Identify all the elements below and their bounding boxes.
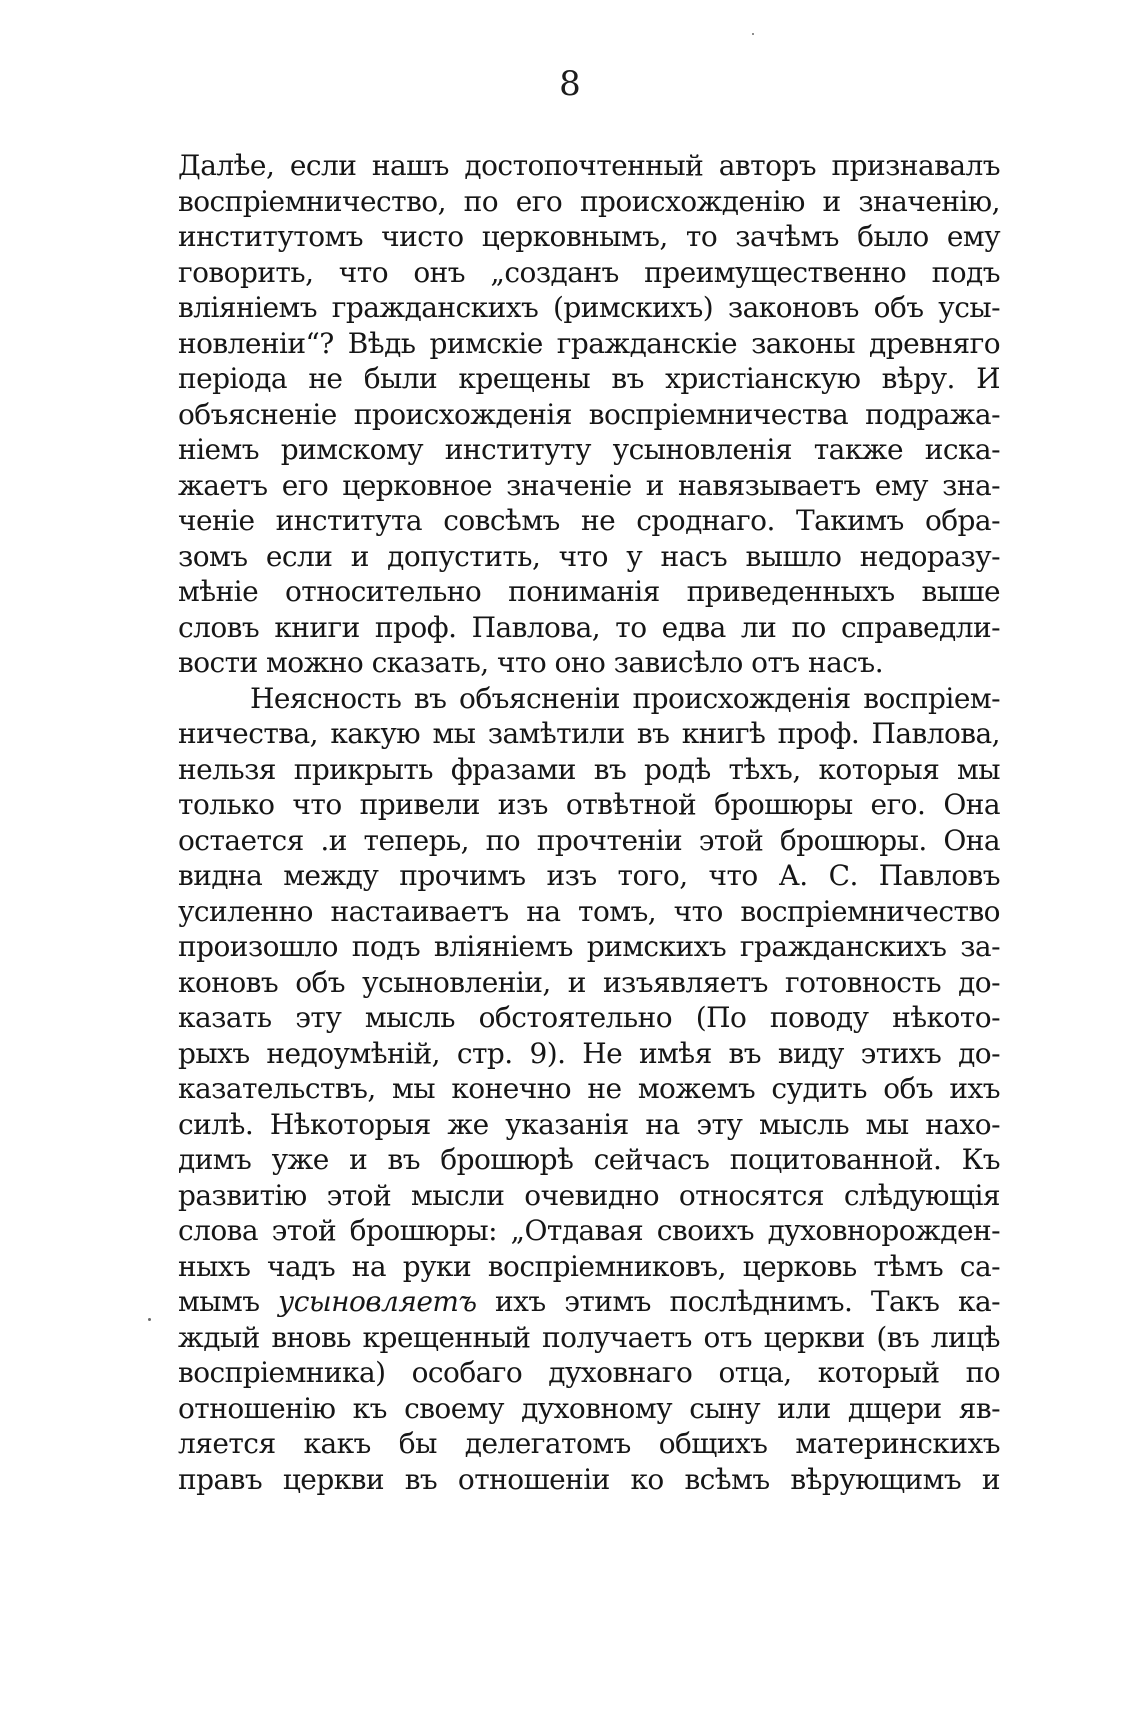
text-line: мѣніе относительно пониманія приведенныхъ выше	[178, 575, 1000, 608]
text-line: ляется какъ бы делегатомъ общихъ материнскихъ	[178, 1427, 1000, 1460]
text-line: словъ книги проф. Павлова, то едва ли по справедли-	[178, 610, 1000, 644]
text-line: ныхъ чадъ на руки воспріемниковъ, церковь тѣмъ са-	[178, 1249, 1000, 1283]
italic-emphasis: усыновляетъ	[278, 1285, 477, 1318]
text-line: силѣ. Нѣкоторыя же указанія на эту мысль мы нахо-	[178, 1107, 1000, 1141]
text-line: рыхъ недоумѣній, стр. 9). Не имѣя въ виду этихъ до-	[178, 1036, 1000, 1070]
text-line-with-italic	[178, 1284, 1000, 1320]
text-line: усиленно настаиваетъ на томъ, что воспріемничество	[178, 894, 1000, 928]
text-line: коновъ объ усыновленіи, и изъявляетъ готовность до-	[178, 965, 1000, 999]
text-line: ждый вновь крещенный получаетъ отъ церкви (въ лицѣ	[178, 1320, 1000, 1354]
text-line: вліяніемъ гражданскихъ (римскихъ) законовъ объ усы-	[178, 291, 1000, 324]
text-line: остается .и теперь, по прочтеніи этой брошюры. Она	[178, 823, 1000, 857]
body-text	[178, 148, 1000, 1497]
print-speck	[148, 1318, 151, 1321]
page-number: 8	[559, 64, 581, 104]
print-speck	[752, 33, 754, 35]
text-line: развитію этой мысли очевидно относятся слѣдующія	[178, 1178, 1000, 1212]
line-segment: ихъ этимъ послѣднимъ. Такъ ка-	[476, 1285, 1000, 1318]
text-line: правъ церкви въ отношеніи ко всѣмъ вѣрующимъ и	[178, 1462, 1000, 1496]
text-line: отношенію къ своему духовному сыну или дщери яв-	[178, 1391, 1000, 1425]
text-line: зомъ если и допустить, что у насъ вышло недоразу-	[178, 539, 1000, 573]
text-line: періода не были крещены въ христіанскую вѣру. И	[178, 362, 1000, 395]
text-line: ничества, какую мы замѣтили въ книгѣ проф. Павлова,	[178, 717, 1000, 750]
paragraph-start-line: Неясность въ объясненіи происхожденія воспріем-	[250, 681, 1000, 715]
text-line: ніемъ римскому институту усыновленія также иска-	[178, 433, 1000, 466]
text-line: нельзя прикрыть фразами въ родѣ тѣхъ, которыя мы	[178, 752, 1000, 786]
text-line: объясненіе происхожденія воспріемничества подража-	[178, 397, 1000, 431]
text-line: димъ уже и въ брошюрѣ сейчасъ поцитованной. Къ	[178, 1143, 1000, 1176]
text-line: воспріемника) особаго духовнаго отца, который по	[178, 1356, 1000, 1389]
text-line: воспріемничество, по его происхожденію и значенію,	[178, 184, 1000, 218]
text-line: казательствъ, мы конечно не можемъ судить объ ихъ	[178, 1072, 1000, 1105]
text-line: говорить, что онъ „созданъ преимущественно подъ	[178, 255, 1000, 289]
text-line: Далѣе, если нашъ достопочтенный авторъ признавалъ	[178, 149, 1000, 182]
text-line: слова этой брошюры: „Отдавая своихъ духовнорожден-	[178, 1214, 1000, 1247]
text-line: только что привели изъ отвѣтной брошюры его. Она	[178, 788, 1000, 821]
text-line: новленіи“? Вѣдь римскіе гражданскіе законы древняго	[178, 326, 1000, 360]
text-line: жаетъ его церковное значеніе и навязываетъ ему зна-	[178, 468, 1000, 502]
text-line: институтомъ чисто церковнымъ, то зачѣмъ было ему	[178, 220, 1000, 253]
text-line: произошло подъ вліяніемъ римскихъ гражданскихъ за-	[178, 930, 1000, 963]
text-line: ченіе института совсѣмъ не сроднаго. Такимъ обра-	[178, 504, 1000, 537]
paragraph-end-line: вости можно сказать, что оно зависѣло отъ насъ.	[178, 646, 884, 679]
line-segment: мымъ	[178, 1285, 279, 1318]
text-line: видна между прочимъ изъ того, что А. С. Павловъ	[178, 859, 1000, 892]
text-line: казать эту мысль обстоятельно (По поводу нѣкото-	[178, 1001, 1000, 1034]
